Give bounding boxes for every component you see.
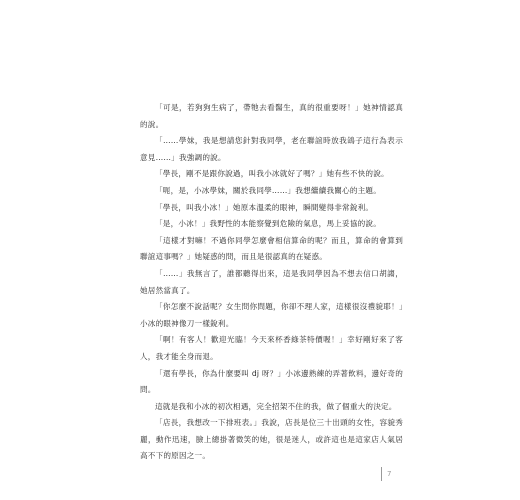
paragraph: 「是，小冰！」我野性的本能察覺到危險的氣息，馬上妥協的說。	[155, 219, 382, 229]
paragraph: 這就是我和小冰的初次相遇，完全招架不住的我，做了個重大的決定。	[155, 401, 397, 411]
paragraph: 「呃，是，小冰學妹，關於我同學……」我想繼續我關心的主題。	[155, 185, 382, 195]
page-footer	[381, 466, 391, 482]
page-number: 7	[387, 470, 392, 478]
paragraph: 「店長，我想改一下排班表。」我說，店長是位三十出頭的女性，容貌秀麗，動作迅速，臉上總掛著微笑的她，很是迷人，或許這也是這家店人氣居高不下的原因之一。	[140, 418, 403, 461]
paragraph: 「你怎麼不說話呢？女生問你問題，你卻不理人家，這樣很沒禮貌耶！」小冰的眼神像刀一樣銳利。	[140, 302, 403, 328]
paragraph: 「啊！有客人！歡迎光臨！今天來杯香綠茶特價喔！」幸好剛好來了客人，我才能全身而退。	[140, 335, 403, 361]
paragraph: 「學長，叫我小冰！」她原本溫柔的眼神，瞬間變得非常銳利。	[155, 202, 374, 212]
paragraph: 「可是，若狗狗生病了，帶牠去看醫生，真的很重要呀！」她神情認真的說。	[140, 103, 403, 129]
paragraph: 「還有學長，你為什麼要叫 dj 呀？」小冰邊熟練的弄著飲料，邊好奇的問。	[140, 368, 403, 395]
paragraph: 「這樣才對嘛！不過你同學怎麼會相信算命的呢？而且，算命的會算到聯誼這事嗎？」她疑惑的問，而且是很認真的在疑惑。	[140, 235, 403, 262]
body-text	[140, 100, 403, 465]
paragraph: 「……學妹，我是想請您針對我同學，老在聯誼時放我鴿子這行為表示意見……」我強調的說。	[140, 136, 403, 162]
paragraph: 「……」我無言了，誰都聽得出來，這是我同學因為不想去信口胡謅，她居然當真了。	[140, 268, 403, 295]
paragraph: 「學長，剛不是跟你說過，叫我小冰就好了嗎？」她有些不快的說。	[155, 169, 389, 179]
footer-divider	[381, 467, 382, 481]
